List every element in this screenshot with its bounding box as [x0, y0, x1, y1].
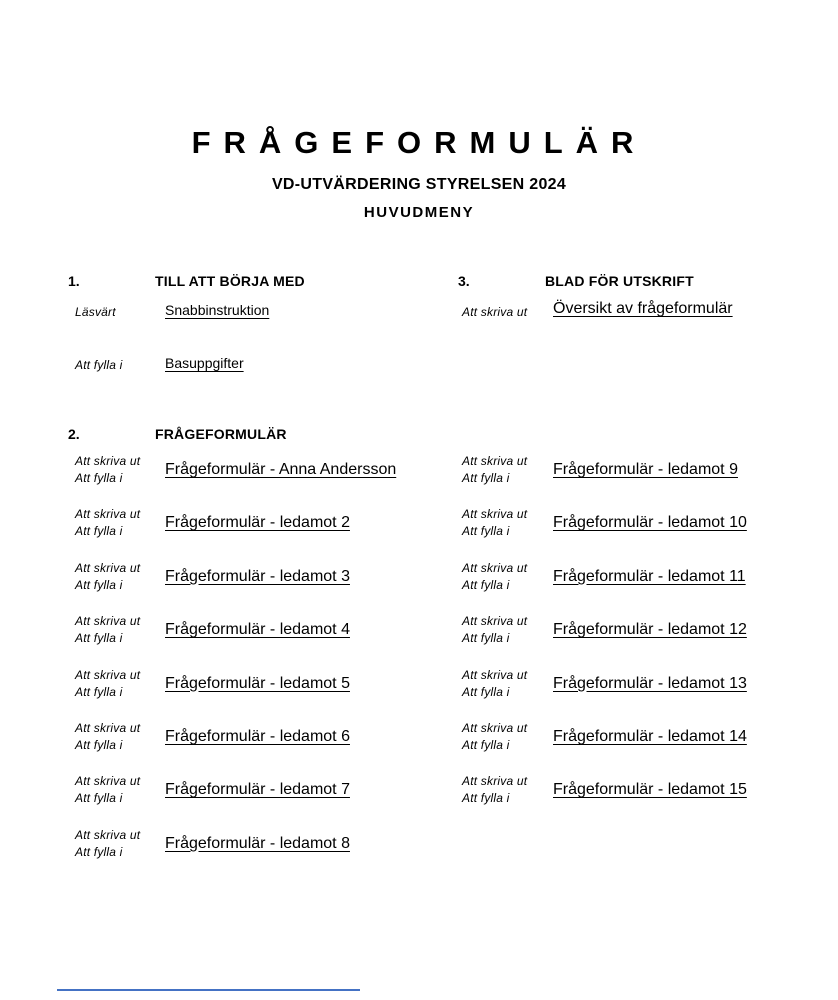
questionnaire-link[interactable]: Frågeformulär - ledamot 6: [165, 728, 350, 745]
row-label-line2: Att fylla i: [462, 791, 510, 806]
questionnaire-row-label: [462, 613, 527, 647]
questionnaire-row-label: [75, 560, 140, 594]
questionnaire-link[interactable]: Frågeformulär - Anna Andersson: [165, 461, 397, 478]
questionnaire-link[interactable]: Frågeformulär - ledamot 2: [165, 514, 350, 532]
link-snabbinstruktion[interactable]: Snabbinstruktion: [165, 302, 270, 318]
row-label-line1: Att skriva ut: [462, 560, 528, 575]
link-basuppgifter[interactable]: Basuppgifter: [165, 355, 244, 371]
item-label-lasvart: Läsvärt: [75, 305, 116, 319]
questionnaire-link[interactable]: Frågeformulär - ledamot 4: [165, 621, 350, 639]
questionnaire-row-label: [462, 720, 527, 754]
questionnaire-row-label: [75, 667, 140, 701]
questionnaire-link[interactable]: Frågeformulär - ledamot 13: [553, 674, 747, 692]
questionnaire-row-label: [75, 773, 140, 807]
section-1-number: 1.: [68, 273, 80, 289]
row-label-line2: Att fylla i: [75, 471, 123, 485]
item-label-att-fylla-i: Att fylla i: [75, 358, 123, 372]
questionnaire-row-label: [75, 453, 140, 487]
questionnaire-link[interactable]: Frågeformulär - ledamot 15: [553, 781, 747, 799]
questionnaire-row-label: [75, 827, 140, 861]
questionnaire-row-label: [462, 773, 527, 807]
questionnaire-link[interactable]: Frågeformulär - ledamot 8: [165, 834, 350, 852]
row-label-line2: Att fylla i: [462, 684, 510, 699]
section-3-title: BLAD FÖR UTSKRIFT: [545, 273, 694, 289]
questionnaire-link[interactable]: Frågeformulär - ledamot 12: [553, 621, 747, 639]
row-label-line2: Att fylla i: [75, 791, 123, 806]
questionnaire-link[interactable]: Frågeformulär - ledamot 5: [165, 674, 350, 692]
row-label-line1: Att skriva ut: [75, 614, 141, 629]
row-label-line1: Att skriva ut: [462, 454, 528, 468]
section-3-number: 3.: [458, 273, 470, 289]
row-label-line2: Att fylla i: [462, 577, 510, 592]
row-label-line2: Att fylla i: [75, 524, 123, 539]
link-oversikt-av-frageformular[interactable]: Översikt av frågeformulär: [553, 300, 733, 317]
section-2-title: FRÅGEFORMULÄR: [155, 426, 287, 442]
row-label-line1: Att skriva ut: [75, 507, 141, 522]
row-label-line1: Att skriva ut: [462, 667, 528, 682]
row-label-line1: Att skriva ut: [75, 454, 141, 468]
row-label-line1: Att skriva ut: [462, 507, 528, 522]
page-subtitle: VD-UTVÄRDERING STYRELSEN 2024: [271, 176, 567, 193]
row-label-line2: Att fylla i: [75, 844, 123, 859]
questionnaire-link[interactable]: Frågeformulär - ledamot 9: [553, 461, 738, 478]
row-label-line1: Att skriva ut: [462, 774, 528, 789]
row-label-line2: Att fylla i: [462, 524, 510, 539]
item-label-att-skriva-ut: Att skriva ut: [462, 305, 528, 319]
bottom-blue-line: [57, 989, 360, 991]
questionnaire-row-label: [462, 453, 527, 487]
row-label-line1: Att skriva ut: [75, 721, 141, 735]
questionnaire-row-label: [462, 560, 527, 594]
row-label-line2: Att fylla i: [75, 631, 123, 646]
questionnaire-link[interactable]: Frågeformulär - ledamot 3: [165, 567, 350, 585]
questionnaire-link[interactable]: Frågeformulär - ledamot 10: [553, 514, 747, 532]
row-label-line1: Att skriva ut: [75, 827, 141, 842]
row-label-line2: Att fylla i: [75, 684, 123, 699]
row-label-line1: Att skriva ut: [462, 721, 528, 735]
section-2-number: 2.: [68, 426, 80, 442]
row-label-line1: Att skriva ut: [75, 774, 141, 789]
questionnaire-row-label: [75, 720, 140, 754]
questionnaire-row-label: [462, 506, 527, 540]
row-label-line2: Att fylla i: [75, 577, 123, 592]
row-label-line2: Att fylla i: [75, 738, 123, 752]
page-title: FRÅGEFORMULÄR: [191, 125, 647, 160]
questionnaire-row-label: [462, 667, 527, 701]
row-label-line2: Att fylla i: [462, 471, 510, 485]
questionnaire-link[interactable]: Frågeformulär - ledamot 7: [165, 781, 350, 799]
menu-heading: HUVUDMENY: [363, 204, 475, 221]
section-1-title: TILL ATT BÖRJA MED: [155, 273, 305, 289]
row-label-line2: Att fylla i: [462, 631, 510, 646]
row-label-line1: Att skriva ut: [75, 667, 141, 682]
questionnaire-link[interactable]: Frågeformulär - ledamot 14: [553, 728, 747, 745]
questionnaire-link[interactable]: Frågeformulär - ledamot 11: [553, 567, 746, 585]
questionnaire-row-label: [75, 506, 140, 540]
row-label-line2: Att fylla i: [462, 738, 510, 752]
questionnaire-row-label: [75, 613, 140, 647]
row-label-line1: Att skriva ut: [462, 614, 528, 629]
row-label-line1: Att skriva ut: [75, 560, 141, 575]
